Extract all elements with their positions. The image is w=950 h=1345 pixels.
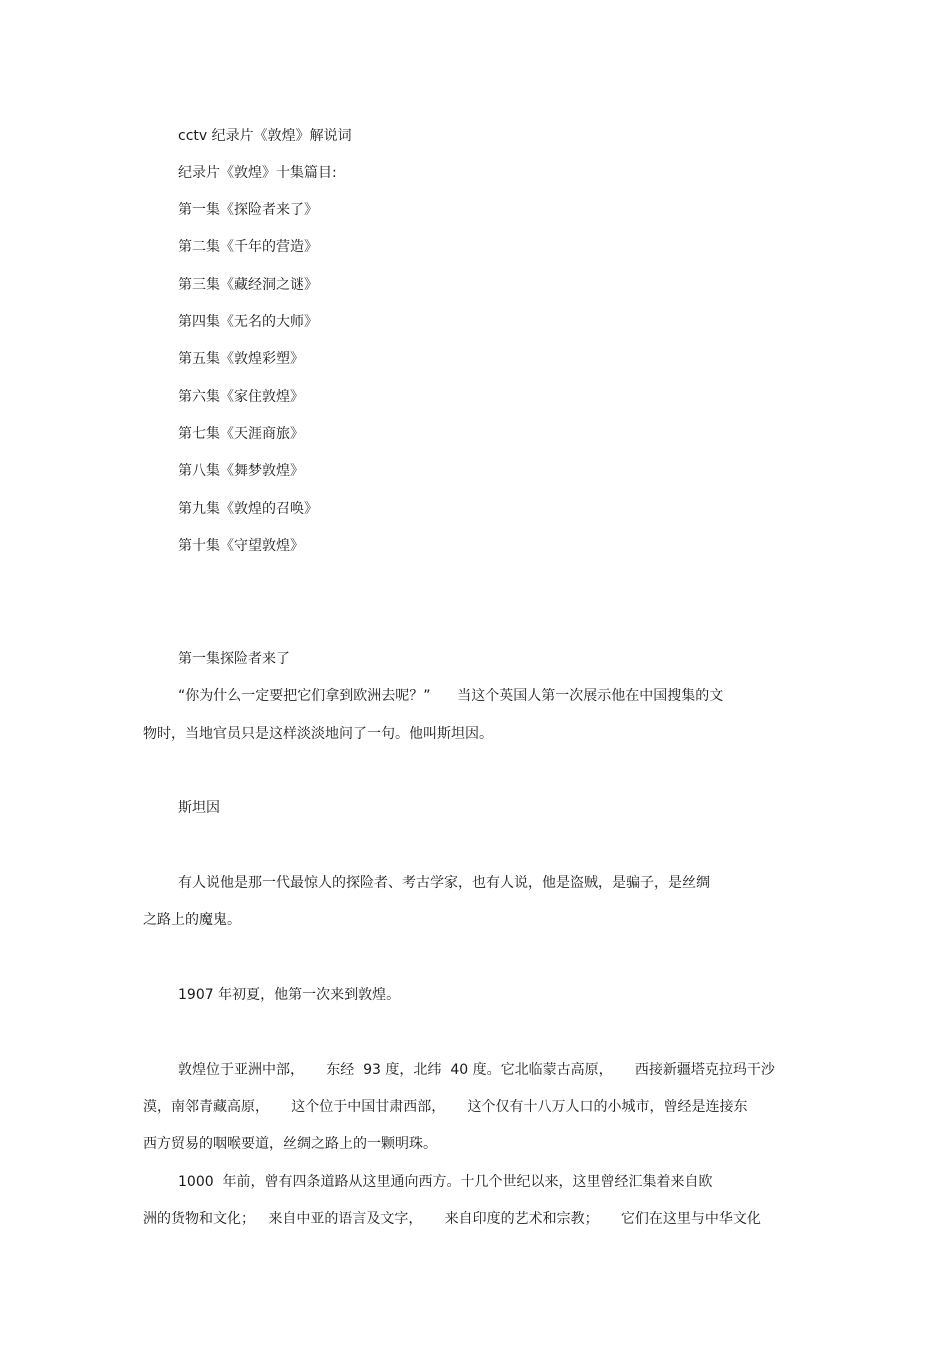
paragraph-line: “你为什么一定要把它们拿到欧洲去呢？” 当这个英国人第一次展示他在中国搜集的文 xyxy=(178,688,724,704)
episode-item: 第八集《舞梦敦煌》 xyxy=(178,463,304,479)
episode-item: 第四集《无名的大师》 xyxy=(178,314,318,330)
episode-item: 第十集《守望敦煌》 xyxy=(178,538,304,554)
paragraph-line: 之路上的魔鬼。 xyxy=(143,912,241,928)
name-line: 斯坦因 xyxy=(178,800,220,816)
paragraph-line: 1907 年初夏，他第一次来到敦煌。 xyxy=(178,987,401,1003)
episode-item: 第九集《敦煌的召唤》 xyxy=(178,501,318,517)
episode-item: 第一集《探险者来了》 xyxy=(178,202,318,218)
episode-item: 第三集《藏经洞之谜》 xyxy=(178,277,318,293)
episode-item: 第七集《天涯商旅》 xyxy=(178,426,304,442)
paragraph-line: 漠，南邻青藏高原， 这个位于中国甘肃西部， 这个仅有十八万人口的小城市，曾经是连接东 xyxy=(143,1099,748,1115)
document-title: cctv 纪录片《敦煌》解说词 xyxy=(178,128,352,144)
paragraph-line: 物时，当地官员只是这样淡淡地问了一句。他叫斯坦因。 xyxy=(143,726,493,742)
episode-item: 第二集《千年的营造》 xyxy=(178,239,318,255)
section-title: 第一集探险者来了 xyxy=(178,651,290,667)
paragraph-line: 敦煌位于亚洲中部， 东经 93 度，北纬 40 度。它北临蒙古高原， 西接新疆塔克拉玛干沙 xyxy=(178,1062,775,1078)
paragraph-line: 西方贸易的咽喉要道，丝绸之路上的一颗明珠。 xyxy=(143,1136,437,1152)
paragraph-line: 洲的货物和文化； 来自中亚的语言及文字， 来自印度的艺术和宗教； 它们在这里与中华文化 xyxy=(143,1211,761,1227)
episode-item: 第五集《敦煌彩塑》 xyxy=(178,351,304,367)
paragraph-line: 1000 年前，曾有四条道路从这里通向西方。十几个世纪以来，这里曾经汇集着来自欧 xyxy=(178,1174,713,1190)
paragraph-line: 有人说他是那一代最惊人的探险者、考古学家，也有人说，他是盗贼，是骗子，是丝绸 xyxy=(178,875,710,891)
toc-heading: 纪录片《敦煌》十集篇目: xyxy=(178,165,337,181)
episode-item: 第六集《家住敦煌》 xyxy=(178,389,304,405)
